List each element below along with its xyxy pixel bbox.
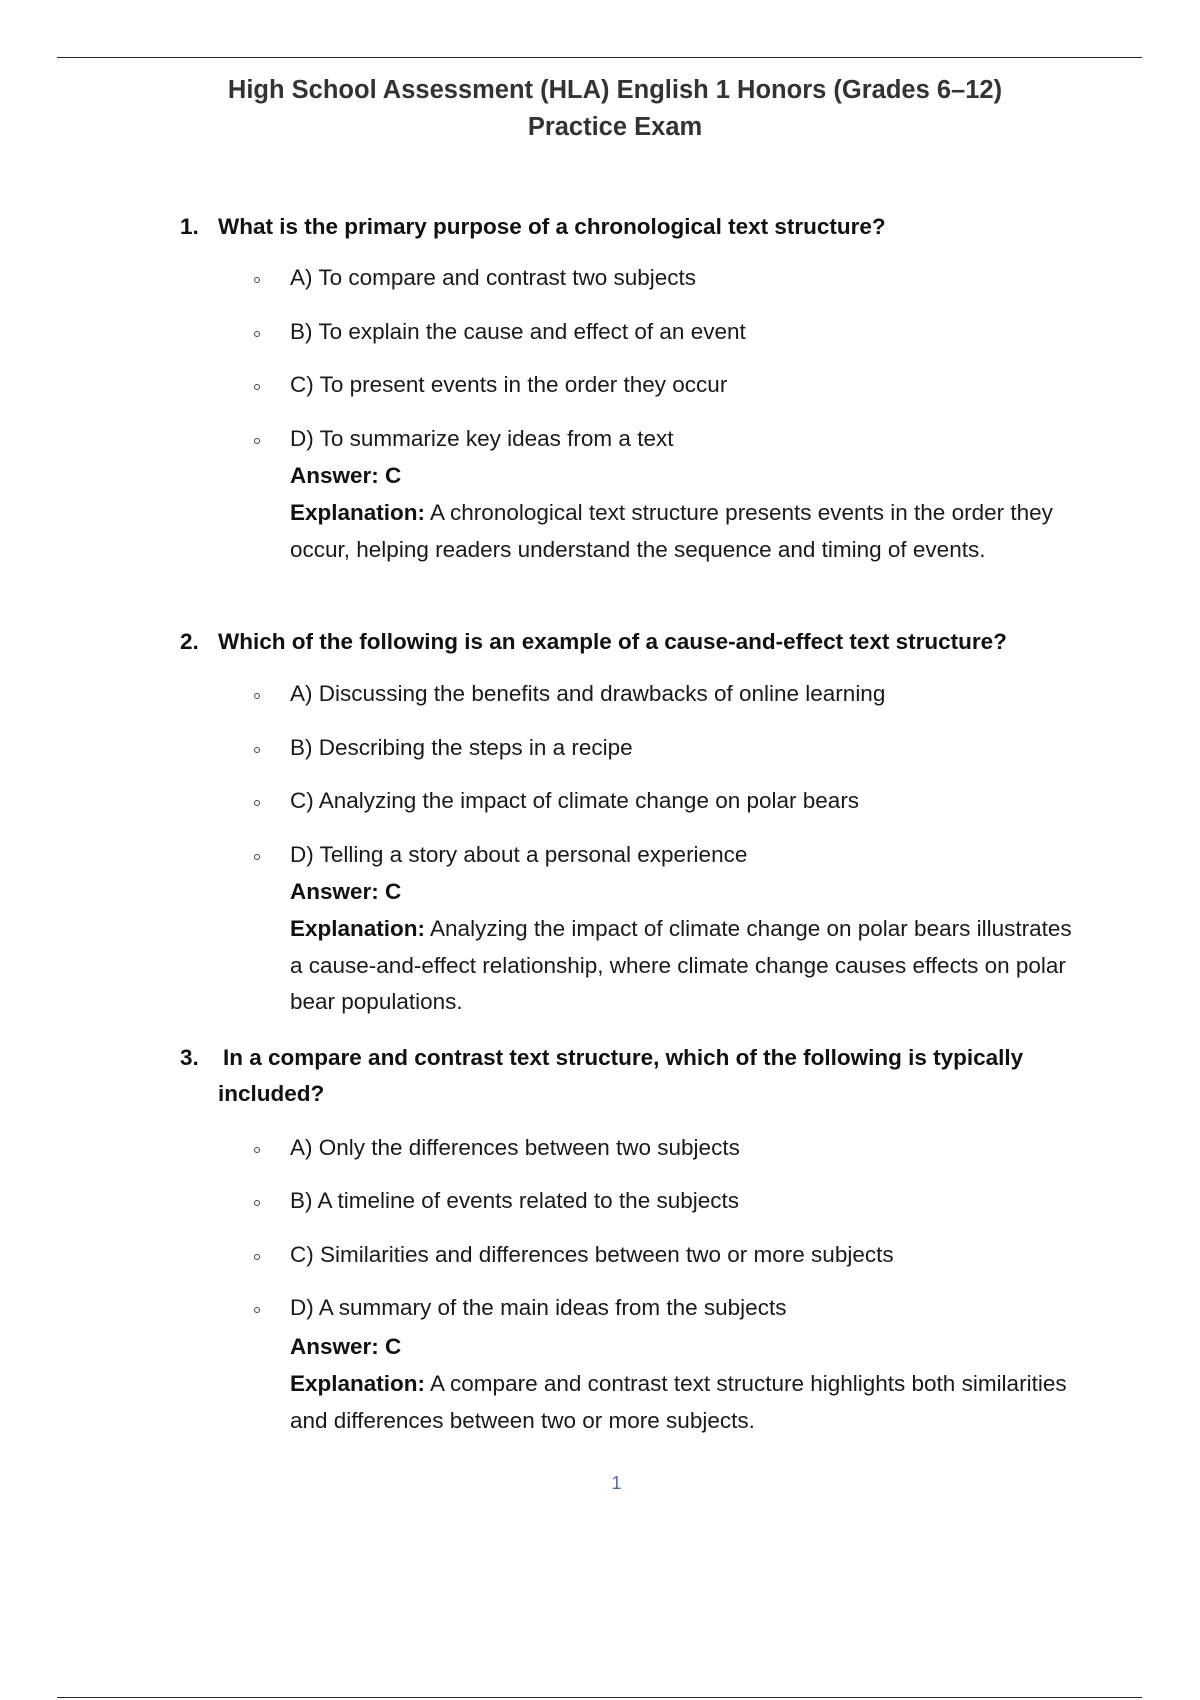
option-text: B) A timeline of events related to the subjects: [290, 1188, 740, 1213]
question-1-explanation: [290, 495, 1090, 568]
question-2-answer: Answer: C: [290, 879, 402, 904]
explanation-text: A compare and contrast text structure highlights both similarities and differences between two or more subjects.: [290, 1371, 1067, 1433]
circle-bullet-icon: [254, 331, 260, 337]
question-3-stem: [180, 1040, 1110, 1112]
bottom-rule: [57, 1697, 1142, 1698]
question-2-stem: [180, 624, 1110, 660]
explanation-text: A chronological text structure presents events in the order they occur, helping readers understand the sequence and timing of events.: [290, 500, 1053, 562]
question-2-text: Which of the following is an example of a cause-and-effect text structure?: [218, 629, 1007, 654]
option-text: D) A summary of the main ideas from the subjects: [290, 1295, 787, 1320]
circle-bullet-icon: [254, 1200, 260, 1206]
question-3-text: In a compare and contrast text structure, which of the following is typically included?: [218, 1045, 1024, 1106]
explanation-label: Explanation:: [290, 1371, 426, 1396]
option-text: D) Telling a story about a personal experience: [290, 842, 748, 867]
circle-bullet-icon: [254, 277, 260, 283]
circle-bullet-icon: [254, 854, 260, 860]
circle-bullet-icon: [254, 800, 260, 806]
question-1-stem: [180, 209, 1110, 245]
option-text: A) Discussing the benefits and drawbacks of online learning: [290, 681, 886, 706]
page-number: 1: [611, 1473, 622, 1493]
option-text: C) Analyzing the impact of climate change on polar bears: [290, 788, 860, 813]
document-title: [0, 72, 1200, 146]
question-3-answer: Answer: C: [290, 1334, 402, 1359]
question-1-text: What is the primary purpose of a chronological text structure?: [218, 214, 886, 239]
option-text: C) To present events in the order they occur: [290, 372, 728, 397]
question-3-explanation: [290, 1366, 1090, 1439]
circle-bullet-icon: [254, 1307, 260, 1313]
title-line-1: High School Assessment (HLA) English 1 Honors (Grades 6–12): [227, 76, 1003, 104]
question-2-number: 2.: [180, 629, 199, 654]
option-text: B) Describing the steps in a recipe: [290, 735, 633, 760]
option-text: D) To summarize key ideas from a text: [290, 426, 674, 451]
explanation-label: Explanation:: [290, 916, 426, 941]
top-rule: [57, 57, 1142, 58]
explanation-text: Analyzing the impact of climate change on polar bears illustrates a cause-and-effect relationship, where climate change causes effects on polar bear populations.: [290, 916, 1072, 1014]
circle-bullet-icon: [254, 693, 260, 699]
title-line-2: Practice Exam: [527, 113, 703, 141]
circle-bullet-icon: [254, 438, 260, 444]
question-1-answer: Answer: C: [290, 463, 402, 488]
circle-bullet-icon: [254, 384, 260, 390]
explanation-label: Explanation:: [290, 500, 426, 525]
option-text: B) To explain the cause and effect of an event: [290, 319, 746, 344]
circle-bullet-icon: [254, 1147, 260, 1153]
question-1-number: 1.: [180, 214, 199, 239]
option-text: A) To compare and contrast two subjects: [290, 265, 697, 290]
option-text: C) Similarities and differences between two or more subjects: [290, 1242, 894, 1267]
option-text: A) Only the differences between two subjects: [290, 1135, 740, 1160]
question-3-number: 3.: [180, 1045, 199, 1070]
circle-bullet-icon: [254, 1254, 260, 1260]
question-2-explanation: [290, 911, 1090, 1021]
circle-bullet-icon: [254, 747, 260, 753]
